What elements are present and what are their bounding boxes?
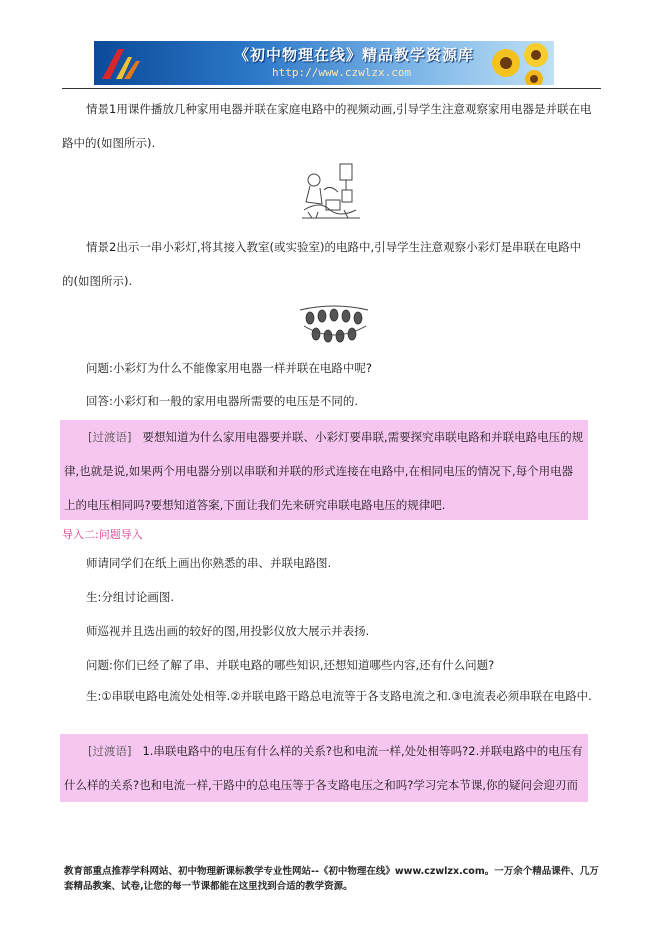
section-heading-2: 导入二:问题导入 — [62, 528, 143, 541]
student-response: 生:分组讨论画图. — [86, 590, 175, 604]
transition-1-body: 要想知道为什么家用电器要并联、小彩灯要串联,需要探究串联电路和并联电路电压的规律,也就是说,如果两个用电器分别以串联和并联的形式连接在电路中,在相同电压的情况下,每个用电器上的电压相同吗?要想知道答案,下面让我们先来研究串联电路电压的规律吧. — [64, 430, 584, 512]
scenario-1-text: 情景1用课件播放几种家用电器并联在家庭电路中的视频动画,引导学生注意观察家用电器是并联在电路中的(如图所示). — [62, 102, 592, 150]
transition-2-tag: [过渡语] — [88, 744, 132, 758]
sunflower-icon — [486, 41, 552, 85]
site-logo-icon — [98, 45, 144, 81]
question-1: 问题:小彩灯为什么不能像家用电器一样并联在电路中呢? — [86, 361, 372, 375]
answer-2: 生:①串联电路电流处处相等.②并联电路干路总电流等于各支路电流之和.③电流表必须串联在电路中. — [86, 689, 592, 703]
transition-1-text — [60, 420, 588, 522]
transition-1-box — [60, 420, 588, 520]
teacher-instruction: 师请同学们在纸上画出你熟悉的串、并联电路图. — [86, 556, 332, 570]
scenario-2-text: 情景2出示一串小彩灯,将其接入教室(或实验室)的电路中,引导学生注意观察小彩灯是串联在电路中的(如图所示). — [62, 240, 582, 288]
household-appliances-illustration — [300, 160, 362, 224]
header-divider — [62, 88, 601, 89]
transition-2-body: 1.串联电路中的电压有什么样的关系?也和电流一样,处处相等吗?2.并联电路中的电压有什么样的关系?也和电流一样,干路中的总电压等于各支路电压之和吗?学习完本节课,你的疑问会迎刃而 — [64, 744, 583, 792]
transition-2-text — [60, 734, 588, 802]
site-title: 《初中物理在线》精品教学资源库 — [234, 46, 475, 64]
site-url[interactable]: http://www.czwlzx.com — [272, 66, 412, 79]
header-banner — [94, 41, 554, 85]
string-lights-illustration — [296, 300, 372, 348]
transition-1-tag: [过渡语] — [88, 430, 132, 444]
transition-2-box — [60, 734, 588, 802]
teacher-review: 师巡视并且选出画的较好的图,用投影仪放大展示并表扬. — [86, 624, 370, 638]
answer-1: 回答:小彩灯和一般的家用电器所需要的电压是不同的. — [86, 394, 359, 408]
question-2: 问题:你们已经了解了串、并联电路的哪些知识,还想知道哪些内容,还有什么问题? — [86, 658, 495, 672]
page-footer: 教育部重点推荐学科网站、初中物理新课标教学专业性网站--《初中物理在线》www.czwlzx.com。一万余个精品课件、几万套精品教案、试卷,让您的每一节课都能在这里找到合适的教学资源。 — [64, 866, 599, 892]
